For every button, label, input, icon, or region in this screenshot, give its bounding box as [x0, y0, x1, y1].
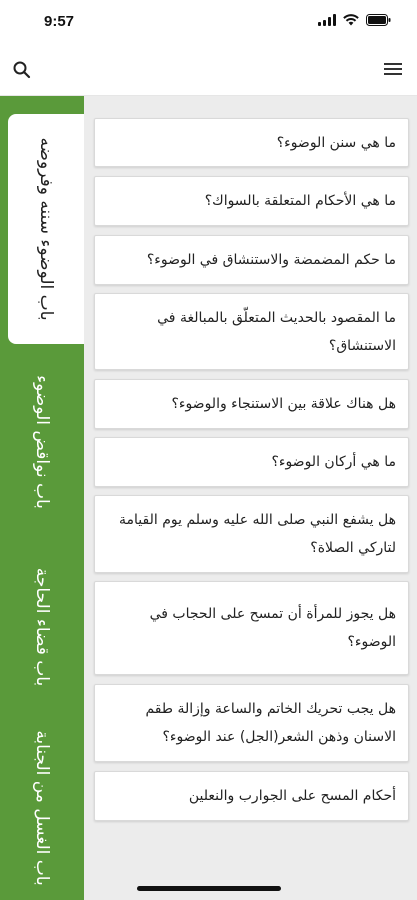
home-indicator[interactable] [137, 886, 281, 891]
question-text: ما هي الأحكام المتعلقة بالسواك؟ [204, 193, 396, 209]
question-card[interactable] [94, 235, 409, 285]
tab-label: باب نواقض الوضوء [32, 375, 52, 509]
question-text: أحكام المسح على الجوارب والنعلين [188, 788, 396, 804]
question-text: ما هي أركان الوضوء؟ [271, 454, 396, 470]
tab-relieving-oneself[interactable] [0, 542, 84, 712]
question-card[interactable] [94, 684, 409, 762]
battery-icon [366, 14, 391, 26]
question-card[interactable] [94, 771, 409, 821]
search-icon[interactable] [12, 60, 36, 84]
app-bar [0, 46, 417, 96]
question-text: ما المقصود بالحديث المتعلّق بالمبالغة في الاستنشاق؟ [157, 309, 396, 354]
question-text: هل يجوز للمرأة أن تمسح على الحجاب في الوضوء؟ [149, 606, 396, 650]
question-text: هل يشفع النبي صلى الله عليه وسلم يوم القيامة لتاركي الصلاة؟ [119, 512, 396, 556]
tab-wudu[interactable] [8, 114, 84, 344]
tab-ghusl[interactable] [0, 716, 84, 900]
status-time: 9:57 [44, 13, 75, 30]
tab-wudu-nullifiers[interactable] [0, 352, 84, 532]
chapter-tabs [0, 96, 84, 900]
question-text: ما هي سنن الوضوء؟ [276, 134, 396, 151]
tab-label: باب قضاء الحاجة [32, 567, 52, 687]
wifi-icon [343, 14, 359, 26]
question-card[interactable] [94, 293, 409, 370]
question-text: هل يجب تحريك الخاتم والساعة وإزالة طقم الاسنان وذهن الشعر(الجل) عند الوضوء؟ [145, 701, 396, 745]
main-content [0, 96, 417, 900]
question-card[interactable] [94, 437, 409, 487]
question-card[interactable] [94, 379, 409, 429]
status-bar [0, 0, 417, 46]
tab-label: باب الوضوء سننه وفروضه [36, 137, 56, 321]
question-card[interactable] [94, 581, 409, 675]
question-text: ما حكم المضمضة والاستنشاق في الوضوء؟ [146, 252, 396, 268]
question-card[interactable] [94, 176, 409, 226]
status-icons [318, 14, 391, 26]
tab-label: باب الغسل من الجنابة [32, 730, 52, 886]
question-card[interactable] [94, 495, 409, 573]
question-text: هل هناك علاقة بين الاستنجاء والوضوء؟ [171, 396, 396, 412]
question-card[interactable] [94, 118, 409, 167]
menu-icon[interactable] [383, 61, 405, 83]
signal-icon [318, 14, 336, 26]
